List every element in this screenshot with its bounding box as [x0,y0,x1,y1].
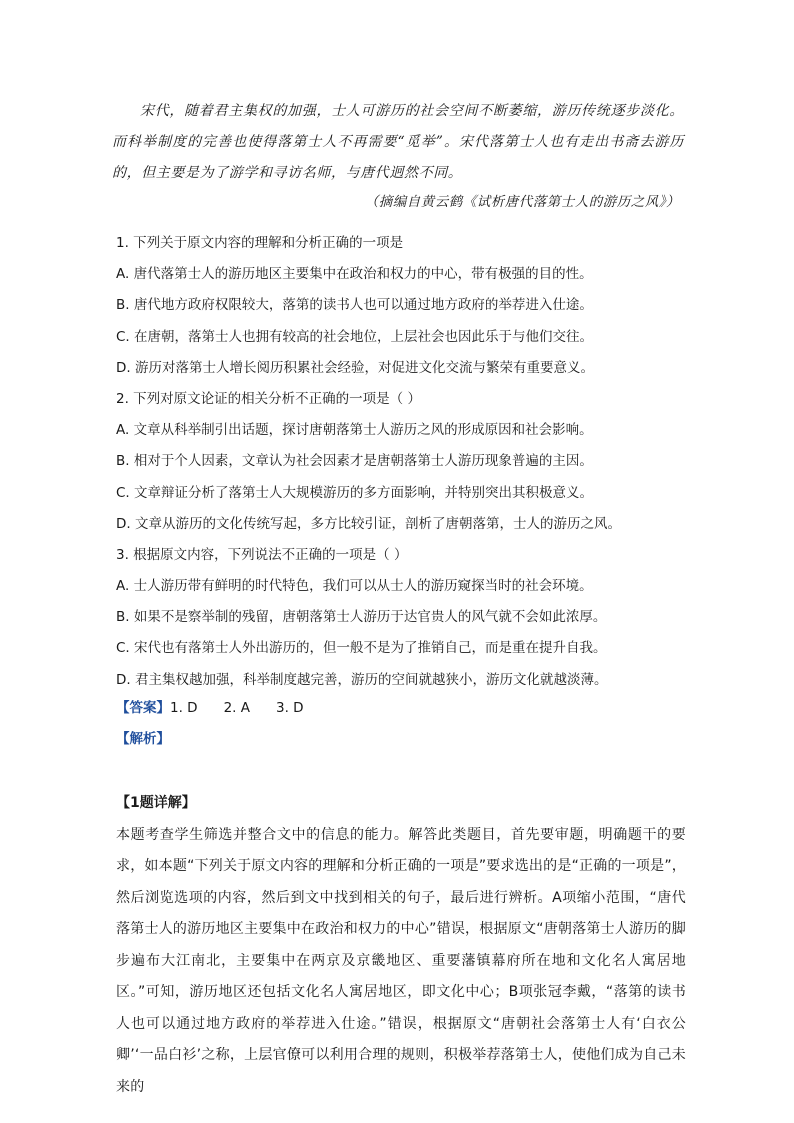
passage-paragraph [112,96,684,189]
option-c: C. 文章辩证分析了落第士人大规模游历的多方面影响，并特别突出其积极意义。 [116,484,594,501]
option-b: B. 如果不是察举制的残留，唐朝落第士人游历于达官贵人的风气就不会如此浓厚。 [116,609,607,626]
option-c: C. 宋代也有落第士人外出游历的，但一般不是为了推销自己，而是重在提升自我。 [116,640,607,657]
question-stem: 2. 下列对原文论证的相关分析不正确的一项是（ ） [116,390,421,407]
option-d: D. 游历对落第士人增长阅历积累社会经验，对促进文化交流与繁荣有重要意义。 [116,359,594,376]
question-stem: 1. 下列关于原文内容的理解和分析正确的一项是 [116,235,404,251]
option-d: D. 君主集权越加强，科举制度越完善，游历的空间就越狭小，游历文化就越淡薄。 [116,671,608,688]
answer-row [116,693,696,724]
option-a: A. 文章从科举制引出话题，探讨唐朝落第士人游历之风的形成原因和社会影响。 [116,422,593,439]
answer-item: 2. A [223,700,250,716]
option-b: B. 唐代地方政府权限较大，落第的读书人也可以通过地方政府的举荐进入仕途。 [116,297,593,314]
option-b: B. 相对于个人因素，文章认为社会因素才是唐朝落第士人游历现象普遍的主因。 [116,453,593,470]
detail-section [116,788,686,1103]
option-a: A. 士人游历带有鲜明的时代特色，我们可以从士人的游历窥探当时的社会环境。 [116,578,593,595]
option-c: C. 在唐朝，落第士人也拥有较高的社会地位，上层社会也因此乐于与他们交往。 [116,328,594,345]
passage-source: （摘编自黄云鹤《试析唐代落第士人的游历之风》） [364,194,680,210]
option-d: D. 文章从游历的文化传统写起，多方比较引证，剖析了唐朝落第，士人的游历之风。 [116,515,621,532]
question-stem: 3. 根据原文内容，下列说法不正确的一项是（ ） [116,546,408,563]
answer-item: 3. D [276,700,304,716]
analysis-label: 【解析】 [116,731,170,748]
option-a: A. 唐代落第士人的游历地区主要集中在政治和权力的中心，带有极强的目的性。 [116,266,593,283]
answer-section [116,693,696,755]
detail-heading: 【1题详解】 [116,795,196,811]
analysis-row [116,724,696,755]
passage-text: 宋代，随着君主集权的加强，士人可游历的社会空间不断萎缩，游历传统逐步淡化。而科举制度的完善也使得落第士人不再需要“觅举”。宋代落第士人也有走出书斋去游历的，但主要是为了游学和寻访名师，与唐代迥然不同。 [112,103,684,181]
question-list [116,228,696,696]
answer-item: 1. D [170,700,198,716]
detail-body: 本题考查学生筛选并整合文中的信息的能力。解答此类题目，首先要审题，明确题干的要求，如本题“下列关于原文内容的理解和分析正确的一项是”要求选出的是“正确的一项是”，然后浏览选项的内容，然后到文中找到相关的句子，最后进行辨析。A项缩小范围，“唐代落第士人的游历地区主要集中在政治和权力的中心”错误，根据原文“唐朝落第士人游历的脚步遍布大江南北，主要集中在两京及京畿地区、重要藩镇幕府所在地和文化名人寓居地区。”可知，游历地区还包括文化名人寓居地区，即文化中心；B项张冠李戴，“落第的读书人也可以通过地方政府的举荐进入仕途。”错误，根据原文“唐朝社会落第士人有‘白衣公卿’‘一品白衫’之称，上层官僚可以利用合理的规则，积极举荐落第士人，使他们成为自己未来的 [116,826,686,1095]
answer-label: 【答案】 [116,700,170,716]
